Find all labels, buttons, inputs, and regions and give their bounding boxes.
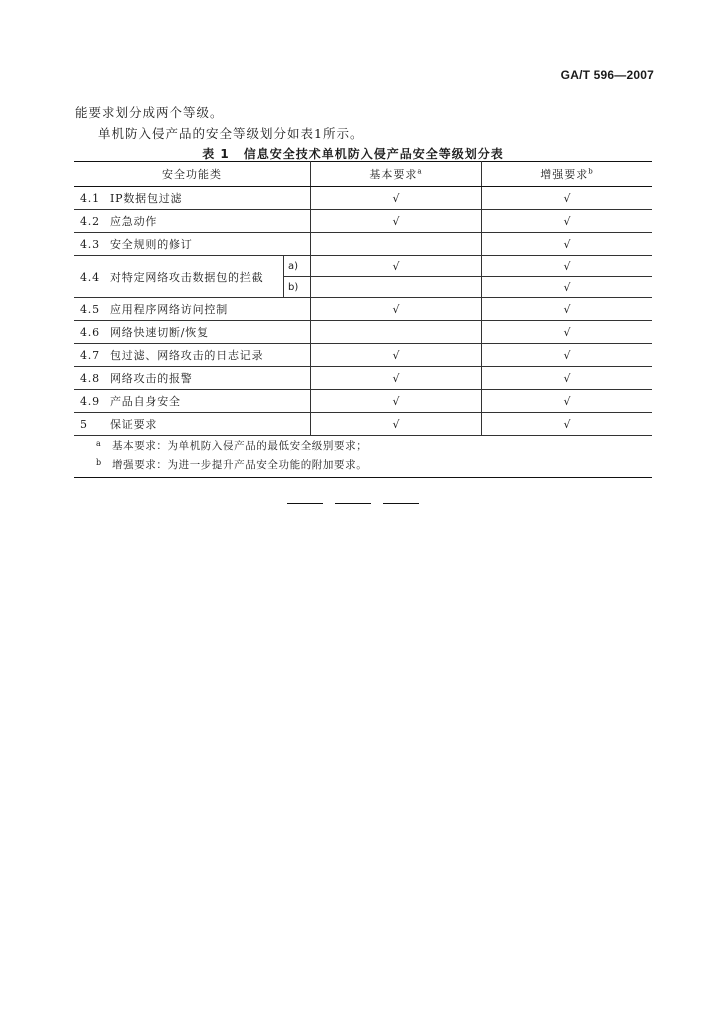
check-basic: √ (311, 187, 482, 210)
row-item (74, 344, 311, 367)
paragraph-levels: 能要求划分成两个等级。 (75, 105, 224, 120)
note-a (74, 436, 652, 456)
row-name: 包过滤、网络攻击的日志记录 (110, 349, 264, 362)
table-caption: 信息安全技术单机防入侵产品安全等级划分表 (243, 147, 504, 161)
security-grade-table (74, 161, 652, 478)
check-enhanced: √ (482, 413, 653, 436)
row-code: 4.4 (80, 270, 100, 284)
row-code: 4.7 (80, 349, 100, 362)
note-mark: a (96, 439, 102, 448)
row-item (74, 390, 311, 413)
check-enhanced: √ (482, 390, 653, 413)
check-basic (311, 233, 482, 256)
end-line (383, 503, 419, 504)
table-row (74, 413, 652, 436)
check-enhanced: √ (482, 233, 653, 256)
row-item (74, 233, 311, 256)
check-basic: √ (311, 256, 482, 277)
row-item (74, 210, 311, 233)
table-row (74, 344, 652, 367)
check-basic: √ (311, 367, 482, 390)
check-basic (311, 321, 482, 344)
row-code: 4.2 (80, 215, 100, 228)
check-enhanced: √ (482, 277, 653, 298)
check-basic (311, 277, 482, 298)
note-text: 增强要求：为进一步提升产品安全功能的附加要求。 (112, 459, 368, 471)
row-code: 4.1 (80, 192, 100, 205)
note-b (74, 455, 652, 478)
row-item (74, 256, 284, 298)
check-enhanced: √ (482, 367, 653, 390)
table-row (74, 367, 652, 390)
header-basic-label: 基本要求 (369, 168, 418, 181)
check-enhanced: √ (482, 210, 653, 233)
check-enhanced: √ (482, 321, 653, 344)
note-text: 基本要求：为单机防入侵产品的最低安全级别要求； (112, 440, 368, 452)
row-name: 应急动作 (110, 215, 158, 228)
table-row (74, 187, 652, 210)
standard-number: GA/T 596—2007 (560, 68, 654, 82)
row-code: 4.6 (80, 326, 100, 339)
row-name: IP数据包过滤 (110, 192, 183, 205)
check-enhanced: √ (482, 298, 653, 321)
header-enhanced-footnote-mark: b (588, 167, 594, 176)
row-code: 4.3 (80, 238, 100, 251)
row-name: 对特定网络攻击数据包的拦截 (110, 270, 264, 284)
check-enhanced: √ (482, 187, 653, 210)
check-basic: √ (311, 390, 482, 413)
row-name: 产品自身安全 (110, 395, 181, 408)
header-enhanced (482, 162, 653, 187)
row-item (74, 298, 311, 321)
row-name: 应用程序网络访问控制 (110, 303, 228, 316)
end-of-text-mark (0, 503, 706, 504)
end-line (287, 503, 323, 504)
table-row (74, 321, 652, 344)
table-row (74, 298, 652, 321)
table-row (74, 256, 652, 277)
sub-item-a: a) (284, 256, 311, 277)
table-row (74, 233, 652, 256)
header-basic (311, 162, 482, 187)
row-code: 5 (80, 418, 88, 431)
table-title (0, 145, 706, 162)
check-basic: √ (311, 413, 482, 436)
table-row (74, 210, 652, 233)
table-note (74, 436, 652, 456)
header-function-class: 安全功能类 (74, 162, 311, 187)
table-number: 表 1 (202, 147, 230, 161)
row-item (74, 187, 311, 210)
row-code: 4.9 (80, 395, 100, 408)
row-code: 4.5 (80, 303, 100, 316)
sub-item-b: b) (284, 277, 311, 298)
check-basic: √ (311, 344, 482, 367)
row-item (74, 321, 311, 344)
header-enhanced-label: 增强要求 (540, 168, 589, 181)
paragraph-table-ref: 单机防入侵产品的安全等级划分如表1所示。 (98, 126, 364, 141)
check-basic: √ (311, 298, 482, 321)
row-item (74, 367, 311, 390)
row-item (74, 413, 311, 436)
check-enhanced: √ (482, 256, 653, 277)
row-name: 网络快速切断/恢复 (110, 326, 209, 339)
check-basic: √ (311, 210, 482, 233)
row-name: 安全规则的修订 (110, 238, 193, 251)
table-note (74, 455, 652, 478)
table-header-row (74, 162, 652, 187)
table-row (74, 390, 652, 413)
row-code: 4.8 (80, 372, 100, 385)
row-name: 保证要求 (110, 418, 158, 431)
header-basic-footnote-mark: a (417, 167, 423, 176)
check-enhanced: √ (482, 344, 653, 367)
note-mark: b (96, 458, 102, 467)
row-name: 网络攻击的报警 (110, 372, 193, 385)
end-line (335, 503, 371, 504)
